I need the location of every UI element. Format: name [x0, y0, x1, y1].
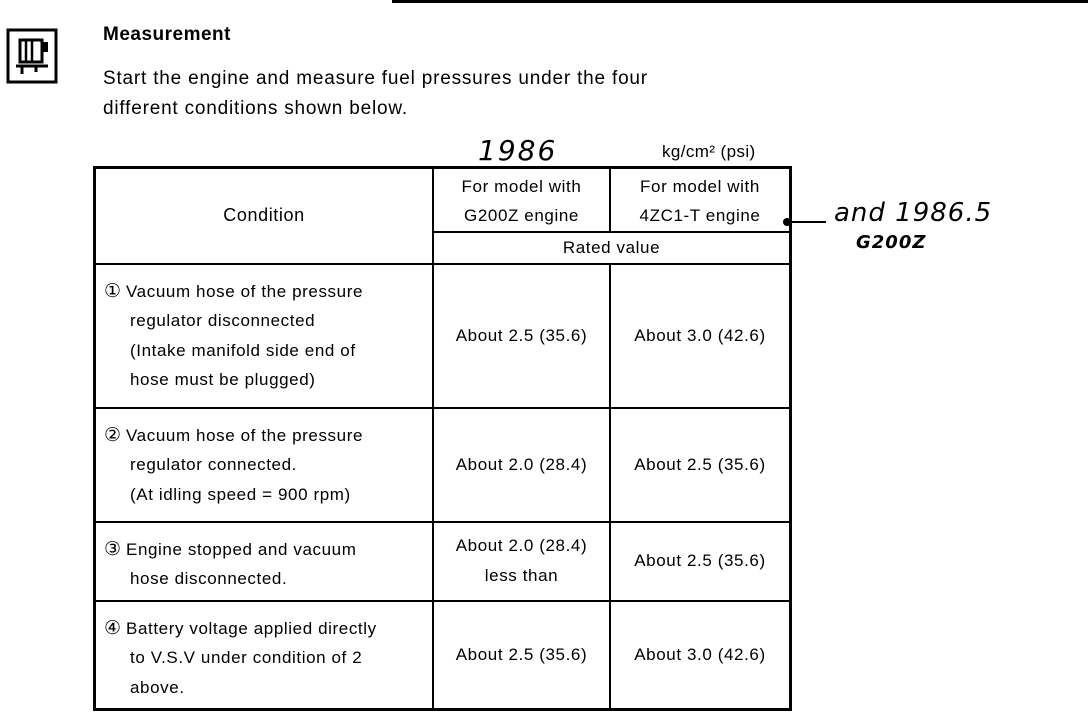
handwritten-note-line-1: and 1986.5 [834, 198, 993, 228]
header-model-a-line2: G200Z engine [464, 206, 579, 226]
value-model-b: About 3.0 (42.6) [610, 264, 791, 408]
condition-text: Vacuum hose of the pressure [126, 425, 364, 445]
condition-cell [95, 264, 434, 408]
units-label: kg/cm² (psi) [662, 142, 756, 161]
value-model-a [433, 522, 610, 601]
value-model-b: About 3.0 (42.6) [610, 601, 791, 710]
condition-number: ① [104, 280, 122, 302]
header-model-a-line1: For model with [461, 177, 582, 197]
condition-number: ④ [104, 617, 122, 639]
header-rated-value: Rated value [433, 232, 791, 264]
condition-text: hose must be plugged) [130, 370, 316, 389]
intro-line-1: Start the engine and measure fuel pressures under the four [103, 68, 648, 89]
value-model-b: About 2.5 (35.6) [610, 522, 791, 601]
condition-text: (Intake manifold side end of [130, 340, 356, 360]
handwritten-note-line-2: G200Z [856, 232, 927, 253]
handwritten-year: 1986 [478, 134, 558, 167]
table-row [95, 522, 791, 601]
header-condition: Condition [95, 168, 434, 264]
section-heading: Measurement [103, 24, 231, 45]
condition-cell [95, 601, 434, 710]
value-model-b: About 2.5 (35.6) [610, 408, 791, 522]
fuel-pressure-table [93, 166, 792, 711]
condition-text: regulator connected. [130, 455, 297, 474]
condition-text: to V.S.V under condition of 2 [130, 648, 363, 667]
intro-line-2: different conditions shown below. [103, 98, 408, 119]
header-model-b-line2: 4ZC1-T engine [639, 206, 761, 226]
header-model-a [433, 168, 610, 232]
condition-text: (At idling speed = 900 rpm) [130, 484, 351, 504]
condition-cell [95, 408, 434, 522]
condition-text: regulator disconnected [130, 311, 316, 330]
table-row [95, 264, 791, 408]
header-model-b [610, 168, 791, 232]
value-model-a: About 2.0 (28.4) [433, 408, 610, 522]
condition-text: Vacuum hose of the pressure [126, 281, 364, 301]
condition-number: ③ [104, 538, 122, 560]
condition-text: hose disconnected. [130, 569, 288, 588]
condition-cell [95, 522, 434, 601]
table-row [95, 408, 791, 522]
table-row [95, 601, 791, 710]
condition-text: Engine stopped and vacuum [126, 539, 357, 559]
condition-number: ② [104, 424, 122, 446]
value-model-a: About 2.5 (35.6) [433, 264, 610, 408]
top-rule [392, 0, 1088, 3]
condition-text: Battery voltage applied directly [126, 618, 377, 638]
intro-text [103, 64, 803, 124]
value-model-a: About 2.5 (35.6) [433, 601, 610, 710]
value-model-a-line2: less than [484, 566, 559, 585]
value-model-a-line1: About 2.0 (28.4) [455, 536, 588, 555]
condition-text: above. [130, 677, 185, 697]
header-model-b-line1: For model with [640, 177, 760, 197]
engine-service-icon [6, 28, 58, 84]
annotation-pointer-line [786, 221, 826, 223]
